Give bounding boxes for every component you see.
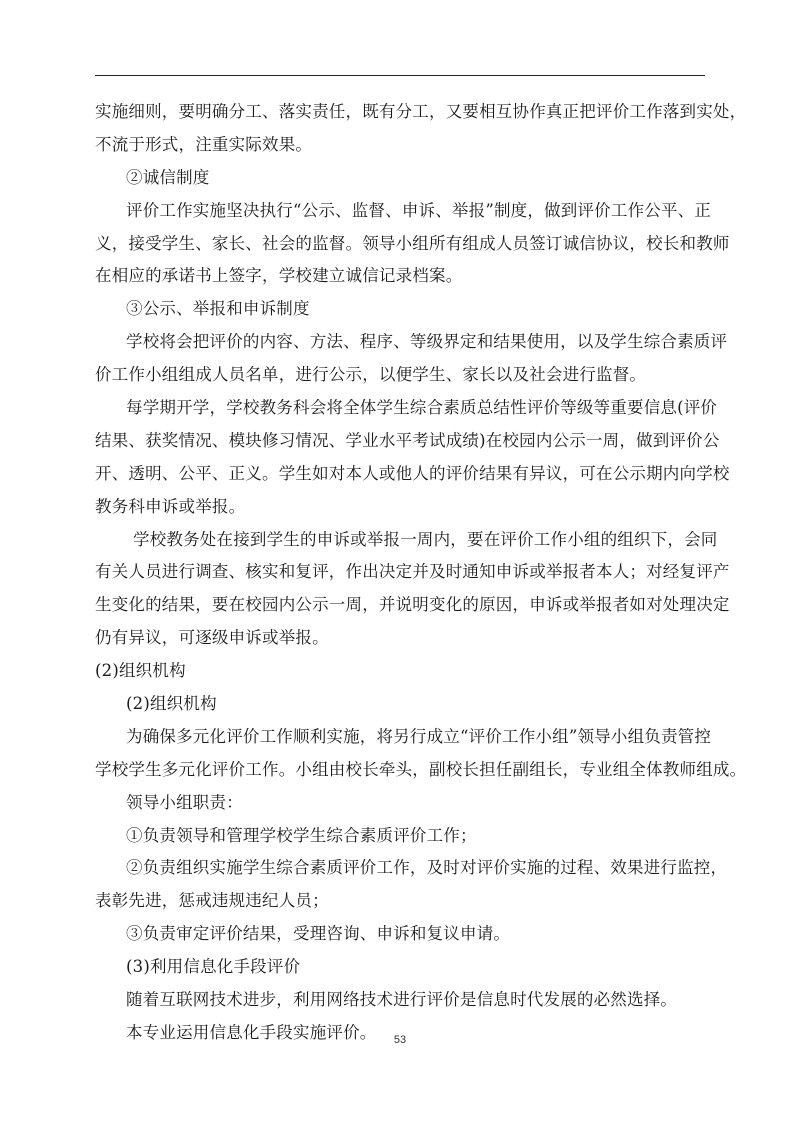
list-item-continuation: 表彰先进，惩戒违规违纪人员； — [95, 891, 329, 911]
list-item: ②负责组织实施学生综合素质评价工作，及时对评价实施的过程、效果进行监控， — [126, 858, 728, 878]
body-text-line: 价工作小组组成人员名单，进行公示，以便学生、家长以及社会进行监督。 — [95, 365, 647, 385]
page-number: 53 — [393, 1034, 407, 1046]
section-heading-integrity: ②诚信制度 — [126, 167, 210, 187]
body-text-line: 学校学生多元化评价工作。小组由校长牵头，副校长担任副组长，专业组全体教师组成。 — [95, 759, 747, 779]
body-text-line: 开、透明、公平、正义。学生如对本人或他人的评价结果有异议，可在公示期内向学校 — [95, 463, 730, 483]
body-text-line: 每学期开学，学校教务科会将全体学生综合素质总结性评价等级等重要信息(评价 — [126, 398, 718, 418]
body-text-line: 学校教务处在接到学生的申诉或举报一周内，要在评价工作小组的组织下，会同 — [133, 529, 718, 549]
section-heading-disclosure: ③公示、举报和申诉制度 — [126, 299, 310, 319]
body-text-line: 为确保多元化评价工作顺利实施，将另行成立“评价工作小组”领导小组负责管控 — [126, 726, 712, 746]
section-heading-organization: (2)组织机构 — [95, 661, 186, 681]
body-text-line: 本专业运用信息化手段实施评价。 — [126, 1022, 377, 1042]
subsection-heading-organization: (2)组织机构 — [126, 694, 217, 714]
body-text-line: 评价工作实施坚决执行“公示、监督、申诉、举报”制度，做到评价工作公平、正 — [126, 200, 712, 220]
body-text-line: 学校将会把评价的内容、方法、程序、等级界定和结果使用，以及学生综合素质评 — [126, 332, 728, 352]
section-heading-informatization: (3)利用信息化手段评价 — [126, 957, 301, 977]
body-text-line: 随着互联网技术进步，利用网络技术进行评价是信息时代发展的必然选择。 — [126, 990, 678, 1010]
list-item: ③负责审定评价结果，受理咨询、申诉和复议申请。 — [126, 924, 511, 944]
body-text-line: 不流于形式，注重实际效果。 — [95, 134, 313, 154]
body-text-line: 有关人员进行调查、核实和复评，作出决定并及时通知申诉或举报者本人；对经复评产 — [95, 562, 730, 582]
body-text-line: 结果、获奖情况、模块修习情况、学业水平考试成绩)在校园内公示一周，做到评价公 — [95, 430, 720, 450]
body-text-line: 仍有异议，可逐级申诉或举报。 — [95, 628, 329, 648]
list-item: ①负责领导和管理学校学生综合素质评价工作； — [126, 825, 477, 845]
body-text-line: 领导小组职责： — [126, 792, 243, 812]
body-text-line: 实施细则，要明确分工、落实责任，既有分工，又要相互协作真正把评价工作落到实处， — [95, 102, 747, 121]
body-text-line: 生变化的结果，要在校园内公示一周，并说明变化的原因，申诉或举报者如对处理决定 — [95, 595, 730, 615]
body-text-line: 义，接受学生、家长、社会的监督。领导小组所有组成人员签订诚信协议，校长和教师 — [95, 233, 730, 253]
body-text-line: 教务科申诉或举报。 — [95, 496, 246, 516]
document-body — [95, 96, 747, 1050]
header-rule — [95, 75, 705, 76]
body-text-line: 在相应的承诺书上签字，学校建立诚信记录档案。 — [95, 266, 463, 286]
